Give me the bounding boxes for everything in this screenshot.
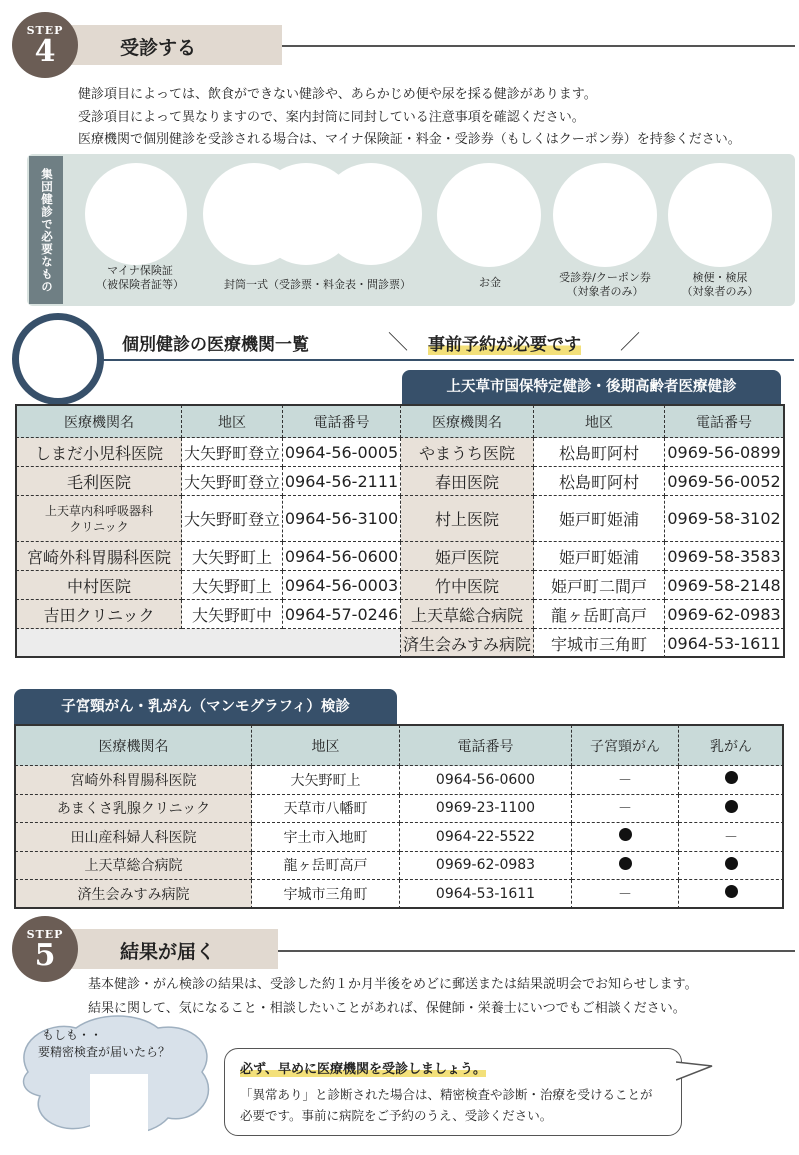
table-row: 宮崎外科胃腸科医院 大矢野町上 0964-56-0600 <box>17 542 401 571</box>
col-header-area: 地区 <box>182 406 283 438</box>
need-caption-1: マイナ保険証 （被保険者証等） <box>96 264 184 291</box>
step5-line-2: 結果に関して、気になること・相談したいことがあれば、保健師・栄養士にいつでもご相談ください。 <box>88 1001 686 1016</box>
table-row: 済生会みすみ病院 宇城市三角町 0964-53-1611 <box>401 629 784 658</box>
advice-lead: 必ず、早めに医療機関を受診しましょう。 <box>240 1058 486 1077</box>
col-header-name: 医療機関名 <box>17 406 182 438</box>
bubble-pointer <box>676 1060 716 1084</box>
table-row: 済生会みすみ病院 宇城市三角町 0964-53-1611 － <box>16 880 784 909</box>
questionnaire-icon <box>320 163 422 265</box>
cancer-table: 医療機関名 地区 電話番号 子宮頸がん 乳がん 宮崎外科胃腸科医院 大矢野町上 0964-56-0600 － あまくさ乳腺クリニック 天草市八幡町 0969-23-1100 － 田山産科婦人科医院 宇土市入地町 0964-22-5522 － 上天草総合病院 龍ヶ岳町高戸 0969-62-0983 済生会みすみ病院 宇城市三角町 0964-53-1611 － <box>15 725 784 909</box>
kokuho-tab: 上天草市国保特定健診・後期高齢者医療健診 <box>402 370 781 404</box>
cancer-tab: 子宮頸がん・乳がん（マンモグラフィ）検診 <box>14 689 397 725</box>
table-row: 姫戸医院 姫戸町姫浦 0969-58-3583 <box>401 542 784 571</box>
reservation-note: 事前予約が必要です <box>428 330 581 355</box>
clinic-list-icon <box>12 313 104 405</box>
table-row: 上天草総合病院 龍ヶ岳町高戸 0969-62-0983 <box>16 851 784 880</box>
step4-text <box>78 84 793 152</box>
step5-rule <box>270 950 795 952</box>
slash-left: ＼ <box>388 330 408 354</box>
table-row: 春田医院 松島町阿村 0969-56-0052 <box>401 467 784 496</box>
clinics-table-border <box>15 404 785 658</box>
needs-side-label: 集団健診で必要なもの <box>29 156 63 304</box>
table-row: 吉田クリニック 大矢野町中 0964-57-0246 <box>17 600 401 629</box>
table-row: 田山産科婦人科医院 宇土市入地町 0964-22-5522 － <box>16 823 784 852</box>
table-row: 上天草内科呼吸器科 クリニック 大矢野町登立 0964-56-3100 <box>17 496 401 542</box>
table-row: 中村医院 大矢野町上 0964-56-0003 <box>17 571 401 600</box>
step4-line-2: 受診項目によって異なりますので、案内封筒に同封している注意事項を確認ください。 <box>78 109 585 125</box>
table-row: 竹中医院 姫戸町二間戸 0969-58-2148 <box>401 571 784 600</box>
sample-kit-icon <box>668 163 772 267</box>
need-caption-5: 検便・検尿 （対象者のみ） <box>681 271 759 298</box>
step4-line-1: 健診項目によっては、飲食ができない健診や、あらかじめ便や尿を採る健診があります。 <box>78 87 597 102</box>
step4-title: 受診する <box>70 25 282 65</box>
table-row: 毛利医院 大矢野町登立 0964-56-2111 <box>17 467 401 496</box>
money-icon <box>437 163 541 267</box>
advice-body: 「異常あり」と診断された場合は、精密検査や診断・治療を受けることが 必要です。事前に病院をご予約のうえ、受診ください。 <box>240 1087 653 1123</box>
table-row: 宮崎外科胃腸科医院 大矢野町上 0964-56-0600 － <box>16 766 784 795</box>
step5-badge: STEP 5 <box>12 916 78 982</box>
clinics-rule <box>100 359 794 361</box>
need-caption-3: お金 <box>479 276 501 289</box>
clinics-table-right: 医療機関名 地区 電話番号 やまうち医院 松島町阿村 0969-56-0899 春田医院 松島町阿村 0969-56-0052 村上医院 姫戸町姫浦 0969-58-3102 姫戸医院 姫戸町姫浦 0969-58-3583 竹中医院 姫戸町二間戸 0969-58-2148 上天草総合病院 龍ヶ岳町高戸 0969-62-0983 済生会みすみ病院 宇城市三角町 0964-53-1611 <box>400 405 784 658</box>
cancer-table-border <box>14 724 784 909</box>
step4-line-3: 医療機関で個別健診を受診される場合は、マイナ保険証・料金・受診券（もしくはクーポン券）を持参ください。 <box>78 132 741 147</box>
need-caption-4: 受診券/クーポン券 （対象者のみ） <box>559 271 651 298</box>
step4-badge: STEP 4 <box>12 12 78 78</box>
table-row: 上天草総合病院 龍ヶ岳町高戸 0969-62-0983 <box>401 600 784 629</box>
need-caption-2: 封筒一式（受診票・料金表・問診票） <box>224 278 411 291</box>
clinics-title: 個別健診の医療機関一覧 <box>122 335 309 355</box>
insurance-card-icon <box>85 163 187 265</box>
table-row: あまくさ乳腺クリニック 天草市八幡町 0969-23-1100 － <box>16 794 784 823</box>
table-row: やまうち医院 松島町阿村 0969-56-0899 <box>401 438 784 467</box>
step5-title: 結果が届く <box>70 929 278 969</box>
step4-rule <box>270 45 795 47</box>
step5-line-1: 基本健診・がん検診の結果は、受診した約１か月半後をめどに郵送または結果説明会でお知らせします。 <box>88 977 698 992</box>
col-header-phone: 電話番号 <box>283 406 401 438</box>
cloud-text: もしも・・ 要精密検査が届いたら？ <box>38 1028 171 1059</box>
coupon-icon <box>553 163 657 267</box>
table-row: しまだ小児科医院 大矢野町登立 0964-56-0005 <box>17 438 401 467</box>
slash-right: ／ <box>620 330 640 354</box>
table-row: 村上医院 姫戸町姫浦 0969-58-3102 <box>401 496 784 542</box>
